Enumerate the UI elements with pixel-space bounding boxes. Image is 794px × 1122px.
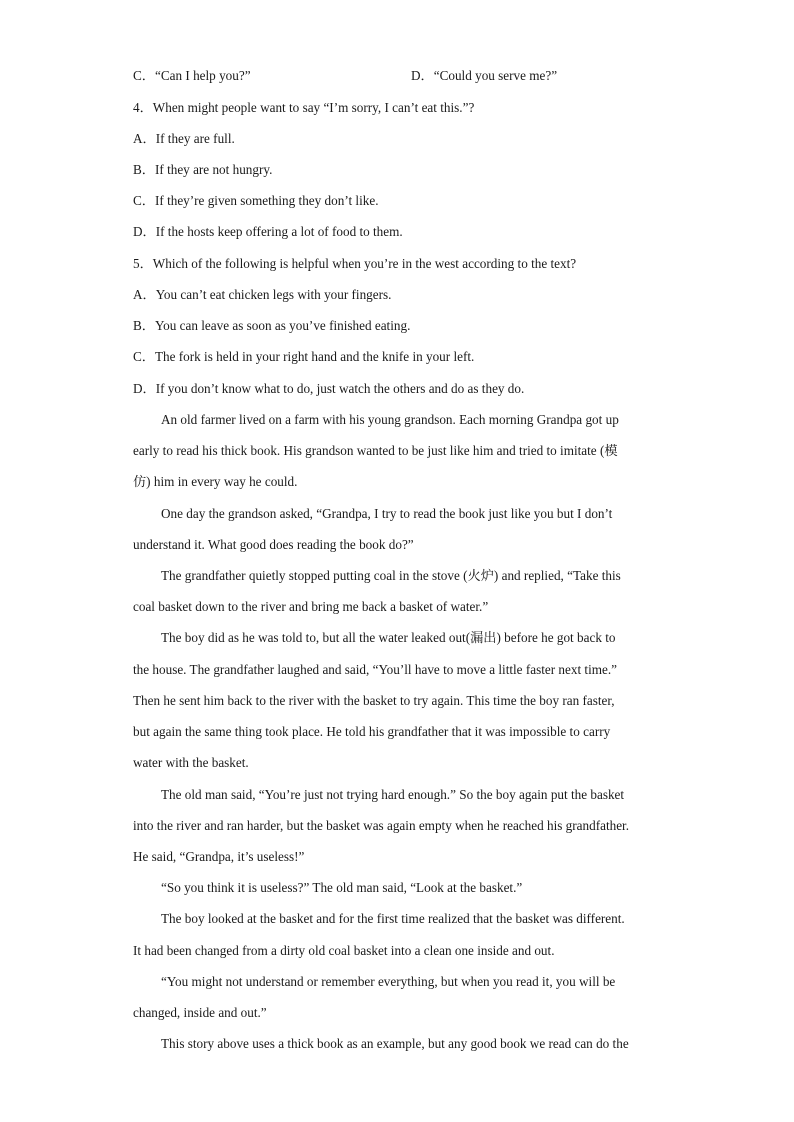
q5-stem: 5．Which of the following is helpful when you’re in the west according to the text?: [133, 256, 577, 271]
passage-line: “You might not understand or remember everything, but when you read it, you will be: [161, 974, 616, 989]
passage-line: An old farmer lived on a farm with his young grandson. Each morning Grandpa got up: [161, 412, 619, 427]
q4-option-b: B．If they are not hungry.: [133, 162, 273, 177]
q4-stem: 4．When might people want to say “I’m sorry, I can’t eat this.”?: [133, 100, 475, 115]
passage-line: water with the basket.: [133, 755, 249, 770]
passage-line: into the river and ran harder, but the basket was again empty when he reached his grandfather.: [133, 818, 630, 833]
q5-option-a: A．You can’t eat chicken legs with your fingers.: [133, 287, 392, 302]
passage-line: understand it. What good does reading the book do?”: [133, 537, 414, 552]
q3-option-d: D．“Could you serve me?”: [411, 68, 558, 83]
passage-line: the house. The grandfather laughed and said, “You’ll have to move a little faster next time.”: [133, 662, 618, 677]
q4-option-d: D．If the hosts keep offering a lot of food to them.: [133, 224, 403, 239]
q4-option-a: A．If they are full.: [133, 131, 235, 146]
passage-line: The grandfather quietly stopped putting coal in the stove (火炉) and replied, “Take this: [161, 568, 621, 583]
passage-line: One day the grandson asked, “Grandpa, I try to read the book just like you but I don’t: [161, 506, 613, 521]
passage-line: It had been changed from a dirty old coal basket into a clean one inside and out.: [133, 943, 555, 958]
passage-line: “So you think it is useless?” The old man said, “Look at the basket.”: [161, 880, 523, 895]
q5-option-c: C．The fork is held in your right hand and the knife in your left.: [133, 349, 475, 364]
passage-line: 仿) him in every way he could.: [133, 474, 298, 489]
passage-line: He said, “Grandpa, it’s useless!”: [133, 849, 305, 864]
passage-line: This story above uses a thick book as an example, but any good book we read can do the: [161, 1036, 629, 1051]
passage-line: Then he sent him back to the river with the basket to try again. This time the boy ran faster,: [133, 693, 615, 708]
passage-line: coal basket down to the river and bring me back a basket of water.”: [133, 599, 489, 614]
q4-option-c: C．If they’re given something they don’t like.: [133, 193, 379, 208]
passage-line: The boy looked at the basket and for the first time realized that the basket was different.: [161, 911, 625, 926]
passage-line: changed, inside and out.”: [133, 1005, 267, 1020]
passage-line: early to read his thick book. His grandson wanted to be just like him and tried to imitate (模: [133, 443, 618, 458]
q5-option-b: B．You can leave as soon as you’ve finished eating.: [133, 318, 411, 333]
q3-option-c: C．“Can I help you?”: [133, 68, 251, 83]
q5-option-d: D．If you don’t know what to do, just watch the others and do as they do.: [133, 381, 525, 396]
passage-line: The boy did as he was told to, but all the water leaked out(漏出) before he got back to: [161, 630, 616, 645]
passage-line: The old man said, “You’re just not trying hard enough.” So the boy again put the basket: [161, 787, 625, 802]
passage-line: but again the same thing took place. He told his grandfather that it was impossible to carry: [133, 724, 611, 739]
